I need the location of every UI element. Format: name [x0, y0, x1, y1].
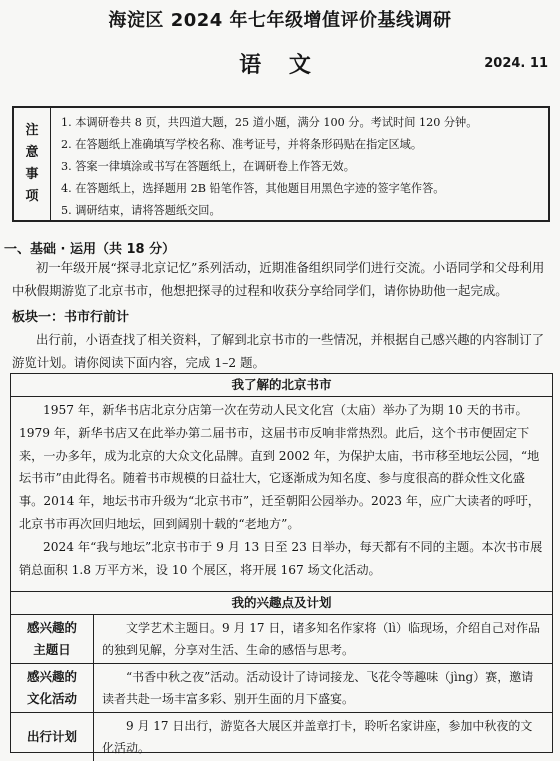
section-intro: 初一年级开展“探寻北京记忆”系列活动，近期准备组织同学们进行交流。小语同学和父母利用中秋假期游览了北京书市，他想把探寻的过程和收获分享给同学们，请你协助他一起完成。 — [12, 256, 552, 302]
notice-box — [12, 106, 550, 222]
plan-title: 我的兴趣点及计划 — [11, 591, 552, 615]
notice-label-char: 事 — [25, 164, 38, 186]
notice-label — [14, 108, 51, 220]
plan-row-text — [94, 664, 553, 713]
plan-row — [11, 713, 552, 761]
notice-item: 1. 本调研卷共 8 页，共四道大题，25 道小题，满分 100 分。考试时间 120 分钟。 — [61, 112, 538, 134]
notice-item: 3. 答案一律填涂或书写在答题纸上，在调研卷上作答无效。 — [61, 156, 538, 178]
plan-row — [11, 664, 552, 713]
subject-title: 语 文 — [0, 48, 560, 79]
exam-date: 2024. 11 — [484, 56, 548, 71]
notice-item: 5. 调研结束，请将答题纸交回。 — [61, 200, 538, 222]
notice-label-char: 项 — [25, 186, 38, 208]
plan-row-label — [11, 664, 94, 713]
plan-label-line: 出行计划 — [12, 726, 92, 748]
block-heading: 板块一：书市行前计 — [12, 306, 129, 325]
reading-box-title: 我了解的北京书市 — [11, 374, 552, 397]
plan-row-text — [94, 713, 553, 761]
plan-row — [11, 615, 552, 664]
plan-label-line: 主题日 — [12, 639, 92, 661]
notice-item: 2. 在答题纸上准确填写学校名称、准考证号，并将条形码贴在指定区域。 — [61, 134, 538, 156]
block-intro: 出行前，小语查找了相关资料，了解到北京书市的一些情况，并根据自己感兴趣的内容制订了游览计划。请你阅读下面内容，完成 1–2 题。 — [12, 328, 552, 374]
notice-item: 4. 在答题纸上，选择题用 2B 铅笔作答，其他题目用黑色字迹的签字笔作答。 — [61, 178, 538, 200]
section-heading: 一、基础 · 运用（共 18 分） — [4, 238, 175, 257]
plan-row-text — [94, 615, 553, 664]
plan-text: 9 月 17 日出行，游览各大展区并盖章打卡，聆听名家讲座，参加中秋夜的文化活动。 — [102, 715, 544, 759]
reading-paragraph: 2024 年“我与地坛”北京书市于 9 月 13 日至 23 日举办，每天都有不同的主题。本次书市展销总面积 1.8 万平方米，设 10 个展区，将开展 167 场文化活动。 — [19, 536, 544, 582]
plan-table — [11, 615, 552, 761]
notice-list — [51, 108, 548, 220]
reading-paragraph: 1957 年，新华书店北京分店第一次在劳动人民文化宫（太庙）举办了为期 10 天的书市。1979 年，新华书店又在此举办第二届书市，这届书市反响非常热烈。此后，这个书市便固定下来，一办多年，成为北京的大众文化品牌。直到 2002 年，为保护太庙，书市移至地坛公园，“地坛书市”由此得名。随着书市规模的日益壮大，它逐渐成为知名度、参与度很高的群众性文化盛事。2014 年，地坛书市升级为“北京书市”，迁至朝阳公园举办。2023 年，应广大读者的呼吁，北京书市再次回归地坛，回到阔别十载的“老地方”。 — [19, 399, 544, 536]
notice-label-char: 意 — [25, 142, 38, 164]
notice-label-char: 注 — [25, 120, 38, 142]
plan-row-label — [11, 615, 94, 664]
plan-text: “书香中秋之夜”活动。活动设计了诗词接龙、飞花令等趣味（jìng）赛，邀请读者共赴一场丰富多彩、别开生面的月下盛宴。 — [102, 666, 544, 710]
plan-label-line: 感兴趣的 — [12, 617, 92, 639]
plan-label-line: 感兴趣的 — [12, 666, 92, 688]
plan-row-label — [11, 713, 94, 761]
reading-box-body — [11, 397, 552, 581]
reading-box — [10, 373, 553, 753]
plan-text: 文学艺术主题日。9 月 17 日，诸多知名作家将（lì）临现场，介绍自己对作品的独到见解，分享对生活、生命的感悟与思考。 — [102, 617, 544, 661]
exam-title: 海淀区 2024 年七年级增值评价基线调研 — [0, 6, 560, 32]
plan-label-line: 文化活动 — [12, 688, 92, 710]
